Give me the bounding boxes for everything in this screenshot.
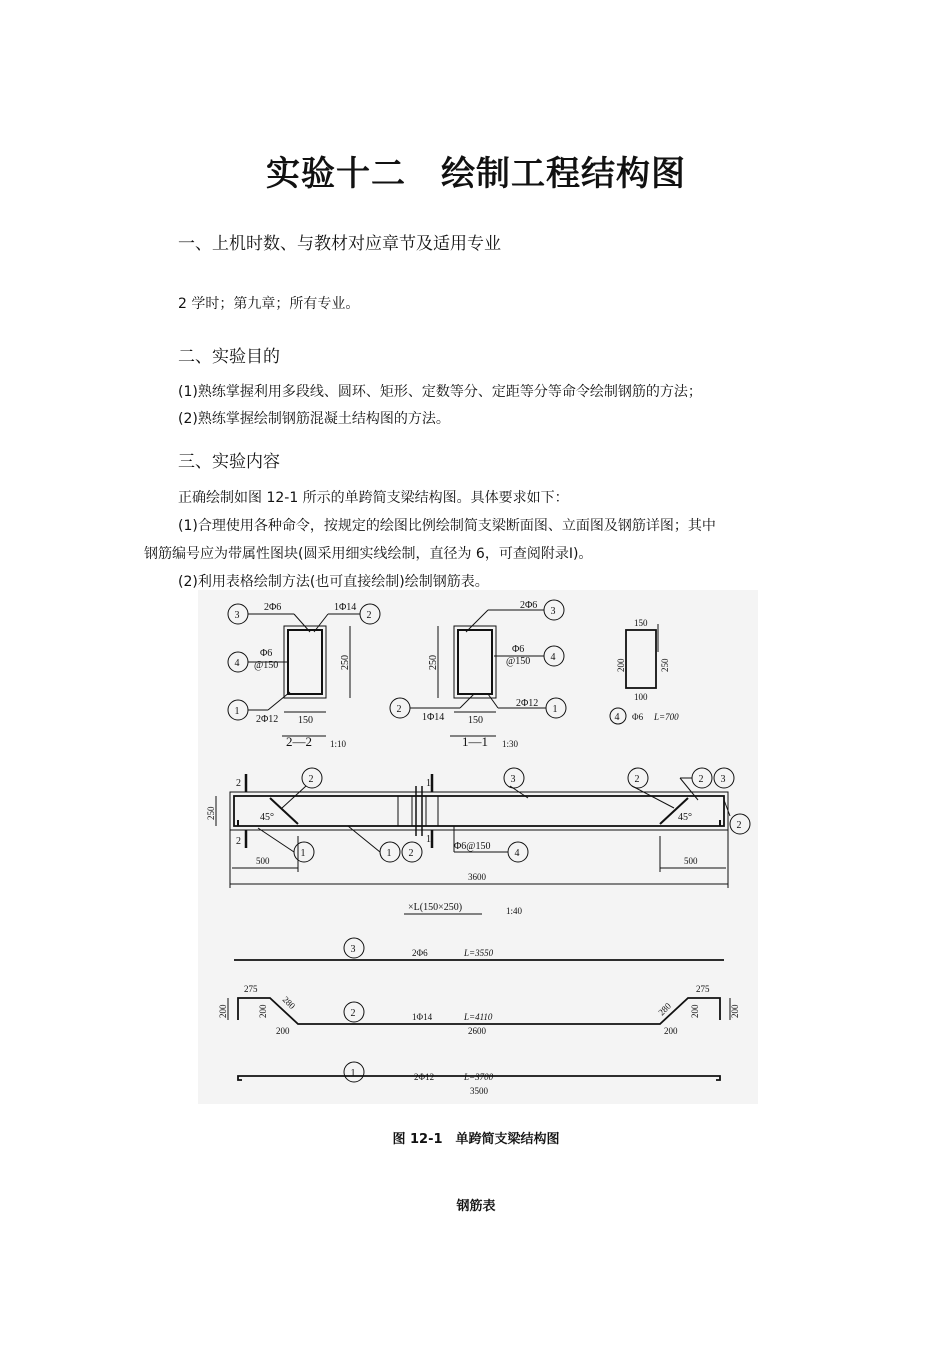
elev-height-dim: 250: [206, 806, 216, 820]
s11-name: 1—1: [462, 734, 488, 749]
elev-right-dim: 500: [684, 856, 698, 866]
mark-2: 2: [408, 848, 414, 859]
figure-caption: 图 12-1 单跨简支梁结构图: [392, 1132, 560, 1147]
page-title: 实验十二 绘制工程结构图: [266, 154, 686, 194]
angle-left: 45°: [260, 812, 274, 823]
table-title: 钢筋表: [456, 1199, 496, 1214]
elev-stirrup-label: Φ6@150: [454, 841, 491, 852]
bar2-bottom-right: 200: [664, 1026, 678, 1036]
s22-scale: 1:10: [330, 739, 347, 749]
cut-1-bottom: 1: [426, 834, 431, 845]
mark-2: 2: [350, 1008, 356, 1019]
s22-width: 150: [298, 715, 313, 726]
s11-spacing: @150: [506, 656, 531, 667]
elev-scale: 1:40: [506, 906, 523, 916]
cut-2-top: 2: [236, 778, 241, 789]
stirrup-bottom: 100: [634, 692, 648, 702]
s11-width: 150: [468, 715, 483, 726]
s22-height: 250: [340, 655, 351, 670]
section-heading-1: 一、上机时数、与教材对应章节及适用专业: [178, 234, 501, 254]
bar2-seg-top-right: 275: [696, 984, 710, 994]
bar3-length: L=3550: [464, 948, 494, 958]
mark-1: 1: [234, 706, 240, 717]
mark-2: 2: [308, 774, 314, 785]
section-heading-2: 二、实验目的: [178, 347, 280, 367]
paragraph-goal-2: (2)熟练掌握绘制钢筋混凝土结构图的方法。: [178, 411, 450, 427]
s11-height: 250: [428, 655, 439, 670]
mark-3: 3: [510, 774, 516, 785]
bar1-label: 2Φ12: [414, 1072, 435, 1082]
paragraph-goal-1: (1)熟练掌握利用多段线、圆环、矩形、定数等分、定距等分等命令绘制钢筋的方法；: [178, 384, 702, 400]
mark-4: 4: [514, 848, 520, 859]
stirrup-height-outer: 250: [660, 658, 670, 672]
paragraph-content-1: 正确绘制如图 12-1 所示的单跨简支梁结构图。具体要求如下：: [178, 490, 569, 506]
paragraph-content-2: (1)合理使用各种命令，按规定的绘图比例绘制简支梁断面图、立面图及钢筋详图；其中: [178, 518, 716, 534]
s22-top-label: 2Φ6: [264, 602, 282, 613]
stirrup-length: L=700: [654, 712, 679, 722]
mark-4: 4: [234, 658, 240, 669]
bar2-seg-top-left: 275: [244, 984, 258, 994]
beam-structure-figure: [198, 590, 758, 1104]
s11-stirrup: Φ6: [512, 644, 525, 655]
bar3-label: 2Φ6: [412, 948, 428, 958]
s22-spacing: @150: [254, 660, 279, 671]
bar2-h-left-inner: 200: [258, 1004, 268, 1018]
cut-2-bottom: 2: [236, 836, 241, 847]
mark-1: 1: [350, 1068, 356, 1079]
paragraph-content-3: 钢筋编号应为带属性图块(圆采用细实线绘制，直径为 6，可查阅附录I)。: [144, 546, 593, 562]
mark-2: 2: [396, 704, 402, 715]
bar2-h-right-outer: 200: [730, 1004, 740, 1018]
mark-3: 3: [350, 944, 356, 955]
bar2-bottom-left: 200: [276, 1026, 290, 1036]
bar2-h-left-outer: 200: [218, 1004, 228, 1018]
s22-top-right: 1Φ14: [334, 602, 357, 613]
bar2-diag-right: 280: [656, 1000, 673, 1018]
mark-3: 3: [234, 610, 240, 621]
elev-name: ×L(150×250): [408, 902, 463, 913]
s22-name: 2—2: [286, 734, 312, 749]
mark-3: 3: [550, 606, 556, 617]
mark-2: 2: [634, 774, 640, 785]
mark-3: 3: [720, 774, 726, 785]
s11-top-label: 2Φ6: [520, 600, 538, 611]
cut-1-top: 1: [426, 778, 431, 789]
paragraph-hours: 2 学时；第九章；所有专业。: [178, 296, 360, 312]
paragraph-content-4: (2)利用表格绘制方法(也可直接绘制)绘制钢筋表。: [178, 574, 489, 590]
angle-right: 45°: [678, 812, 692, 823]
mark-4: 4: [614, 712, 620, 723]
s11-bottom-right: 2Φ12: [516, 698, 539, 709]
mark-1: 1: [552, 704, 558, 715]
bar2-label: 1Φ14: [412, 1012, 433, 1022]
mark-4: 4: [550, 652, 556, 663]
mark-2: 2: [736, 820, 742, 831]
stirrup-label: Φ6: [632, 712, 644, 722]
elev-total-dim: 3600: [468, 872, 486, 882]
stirrup-height-inner: 200: [616, 658, 626, 672]
s11-bottom-left: 1Φ14: [422, 712, 445, 723]
bar2-h-right-inner: 200: [690, 1004, 700, 1018]
mark-2: 2: [366, 610, 372, 621]
elev-left-dim: 500: [256, 856, 270, 866]
mark-1: 1: [300, 848, 306, 859]
bar1-length: L=3700: [464, 1072, 494, 1082]
mark-2: 2: [698, 774, 704, 785]
bar1-span: 3500: [470, 1086, 488, 1096]
bar2-length: L=4110: [464, 1012, 493, 1022]
s22-stirrup: Φ6: [260, 648, 273, 659]
bar2-middle: 2600: [468, 1026, 486, 1036]
s11-scale: 1:30: [502, 739, 519, 749]
mark-1: 1: [386, 848, 392, 859]
stirrup-width: 150: [634, 618, 648, 628]
bar2-diag-left: 280: [280, 994, 298, 1011]
s22-bottom-label: 2Φ12: [256, 714, 279, 725]
section-heading-3: 三、实验内容: [178, 452, 280, 472]
